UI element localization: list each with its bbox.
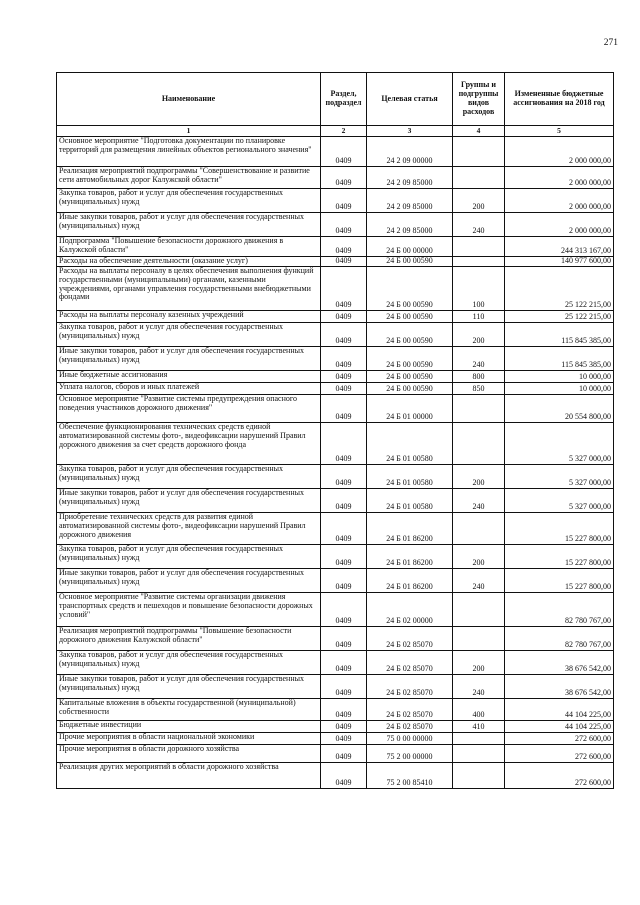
row-group: 200 [453,323,505,347]
row-name: Уплата налогов, сборов и иных платежей [57,383,321,395]
table-row [57,545,614,569]
header-groups: Группы и подгруппы видов расходов [453,73,505,126]
table-row [57,395,614,423]
row-target: 24 Б 00 00590 [367,311,453,323]
row-amount: 82 780 767,00 [505,593,614,627]
page-number: 271 [603,38,618,48]
row-amount: 2 000 000,00 [505,167,614,189]
table-row [57,733,614,745]
row-group [453,257,505,267]
row-amount: 15 227 800,00 [505,513,614,545]
row-amount: 115 845 385,00 [505,347,614,371]
row-name: Приобретение технических средств для развития единой автоматизированной системы фото-, видеофиксации нарушений Правил дорожного движения [57,513,321,545]
row-name: Иные закупки товаров, работ и услуг для обеспечения государственных (муниципальных) нужд [57,213,321,237]
column-number-row [57,126,614,137]
row-name: Прочие мероприятия в области дорожного хозяйства [57,745,321,763]
row-target: 24 Б 00 00000 [367,237,453,257]
row-section: 0409 [321,627,367,651]
row-name: Иные закупки товаров, работ и услуг для обеспечения государственных (муниципальных) нужд [57,347,321,371]
row-amount: 5 327 000,00 [505,465,614,489]
row-name: Закупка товаров, работ и услуг для обеспечения государственных (муниципальных) нужд [57,545,321,569]
row-target: 24 Б 00 00590 [367,323,453,347]
row-group: 110 [453,311,505,323]
row-section: 0409 [321,189,367,213]
row-section: 0409 [321,699,367,721]
row-target: 24 Б 01 86200 [367,513,453,545]
row-name: Закупка товаров, работ и услуг для обеспечения государственных (муниципальных) нужд [57,465,321,489]
table-row [57,347,614,371]
row-name: Капитальные вложения в объекты государственной (муниципальной) собственности [57,699,321,721]
row-name: Иные закупки товаров, работ и услуг для обеспечения государственных (муниципальных) нужд [57,489,321,513]
row-section: 0409 [321,347,367,371]
table-row [57,513,614,545]
row-section: 0409 [321,423,367,465]
row-section: 0409 [321,763,367,789]
column-number: 2 [321,126,367,137]
table-row [57,311,614,323]
row-name: Иные бюджетные ассигнования [57,371,321,383]
row-section: 0409 [321,651,367,675]
row-amount: 15 227 800,00 [505,545,614,569]
row-name: Реализация мероприятий подпрограммы "Совершенствование и развитие сети автомобильных дорог Калужской области" [57,167,321,189]
table-row [57,423,614,465]
row-group [453,763,505,789]
row-group: 240 [453,569,505,593]
row-target: 24 Б 02 85070 [367,675,453,699]
row-group [453,627,505,651]
row-amount: 272 600,00 [505,763,614,789]
column-number: 1 [57,126,321,137]
row-section: 0409 [321,323,367,347]
table-row [57,383,614,395]
row-section: 0409 [321,167,367,189]
row-section: 0409 [321,745,367,763]
row-name: Прочие мероприятия в области национальной экономики [57,733,321,745]
row-section: 0409 [321,213,367,237]
row-amount: 25 122 215,00 [505,311,614,323]
row-amount: 272 600,00 [505,733,614,745]
table-row [57,569,614,593]
row-name: Иные закупки товаров, работ и услуг для обеспечения государственных (муниципальных) нужд [57,675,321,699]
row-name: Расходы на обеспечение деятельности (оказание услуг) [57,257,321,267]
row-target: 24 2 09 00000 [367,137,453,167]
table-body [57,137,614,789]
row-section: 0409 [321,593,367,627]
row-target: 24 2 09 85000 [367,189,453,213]
row-section: 0409 [321,137,367,167]
row-name: Расходы на выплаты персоналу казенных учреждений [57,311,321,323]
table-row [57,237,614,257]
table-row [57,267,614,311]
row-target: 24 Б 02 85070 [367,651,453,675]
budget-table [56,72,614,789]
row-group: 200 [453,545,505,569]
row-group: 400 [453,699,505,721]
row-target: 24 Б 02 85070 [367,627,453,651]
row-amount: 2 000 000,00 [505,137,614,167]
row-group [453,593,505,627]
row-target: 24 Б 02 00000 [367,593,453,627]
header-target: Целевая статья [367,73,453,126]
row-amount: 44 104 225,00 [505,721,614,733]
row-amount: 140 977 600,00 [505,257,614,267]
row-amount: 20 554 800,00 [505,395,614,423]
row-section: 0409 [321,257,367,267]
row-group: 410 [453,721,505,733]
row-name: Бюджетные инвестиции [57,721,321,733]
row-target: 24 Б 01 86200 [367,569,453,593]
row-group: 850 [453,383,505,395]
row-target: 75 2 00 85410 [367,763,453,789]
row-amount: 15 227 800,00 [505,569,614,593]
row-name: Обеспечение функционирования технических средств единой автоматизированной системы фото-, видеофиксации нарушений Правил дорожного движения за счет средств дорожного фонда [57,423,321,465]
row-target: 24 Б 02 85070 [367,721,453,733]
row-section: 0409 [321,513,367,545]
row-name: Закупка товаров, работ и услуг для обеспечения государственных (муниципальных) нужд [57,189,321,213]
row-section: 0409 [321,569,367,593]
row-group: 200 [453,189,505,213]
row-target: 24 Б 01 00580 [367,489,453,513]
row-section: 0409 [321,267,367,311]
row-amount: 25 122 215,00 [505,267,614,311]
row-section: 0409 [321,721,367,733]
table-row [57,167,614,189]
row-amount: 272 600,00 [505,745,614,763]
row-section: 0409 [321,237,367,257]
row-target: 24 Б 01 00000 [367,395,453,423]
row-name: Закупка товаров, работ и услуг для обеспечения государственных (муниципальных) нужд [57,651,321,675]
table-row [57,137,614,167]
row-target: 24 2 09 85000 [367,213,453,237]
row-target: 24 Б 01 00580 [367,465,453,489]
row-target: 75 2 00 00000 [367,745,453,763]
row-amount: 82 780 767,00 [505,627,614,651]
row-amount: 5 327 000,00 [505,423,614,465]
table-row [57,675,614,699]
row-group: 200 [453,651,505,675]
row-section: 0409 [321,383,367,395]
row-group [453,733,505,745]
row-name: Иные закупки товаров, работ и услуг для обеспечения государственных (муниципальных) нужд [57,569,321,593]
row-target: 75 0 00 00000 [367,733,453,745]
table-row [57,627,614,651]
row-section: 0409 [321,675,367,699]
row-target: 24 2 09 85000 [367,167,453,189]
row-group [453,395,505,423]
row-target: 24 Б 00 00590 [367,371,453,383]
table-row [57,721,614,733]
row-section: 0409 [321,489,367,513]
table-row [57,489,614,513]
row-amount: 5 327 000,00 [505,489,614,513]
row-group [453,423,505,465]
row-name: Реализация мероприятий подпрограммы "Повышение безопасности дорожного движения Калужской области" [57,627,321,651]
table-row [57,189,614,213]
row-section: 0409 [321,545,367,569]
row-group [453,137,505,167]
row-section: 0409 [321,733,367,745]
row-target: 24 Б 01 00580 [367,423,453,465]
row-group: 200 [453,465,505,489]
row-group: 240 [453,489,505,513]
table-row [57,371,614,383]
table-row [57,323,614,347]
header-name: Наименование [57,73,321,126]
header-row [57,73,614,126]
row-group: 240 [453,347,505,371]
row-section: 0409 [321,395,367,423]
row-amount: 10 000,00 [505,383,614,395]
row-target: 24 Б 00 00590 [367,267,453,311]
row-target: 24 Б 01 86200 [367,545,453,569]
row-group: 800 [453,371,505,383]
row-amount: 10 000,00 [505,371,614,383]
table-row [57,745,614,763]
table-row [57,593,614,627]
row-name: Основное мероприятие "Подготовка документации по планировке территорий для размещения линейных объектов регионального значения" [57,137,321,167]
row-group [453,745,505,763]
row-group: 100 [453,267,505,311]
row-amount: 2 000 000,00 [505,213,614,237]
row-section: 0409 [321,311,367,323]
row-group [453,513,505,545]
header-section: Раздел, подраздел [321,73,367,126]
row-section: 0409 [321,371,367,383]
row-amount: 115 845 385,00 [505,323,614,347]
column-number: 3 [367,126,453,137]
column-number: 4 [453,126,505,137]
row-name: Реализация других мероприятий в области дорожного хозяйства [57,763,321,789]
column-number: 5 [505,126,614,137]
row-section: 0409 [321,465,367,489]
table-row [57,699,614,721]
row-amount: 38 676 542,00 [505,651,614,675]
row-target: 24 Б 00 00590 [367,347,453,371]
row-group [453,237,505,257]
table-row [57,257,614,267]
row-target: 24 Б 00 00590 [367,383,453,395]
row-group [453,167,505,189]
row-name: Подпрограмма "Повышение безопасности дорожного движения в Калужской области" [57,237,321,257]
row-amount: 2 000 000,00 [505,189,614,213]
table-row [57,465,614,489]
row-amount: 38 676 542,00 [505,675,614,699]
table-row [57,763,614,789]
row-amount: 44 104 225,00 [505,699,614,721]
table-row [57,651,614,675]
header-amount: Измененные бюджетные ассигнования на 2018 год [505,73,614,126]
row-name: Основное мероприятие "Развитие системы предупреждения опасного поведения участников дорожного движения" [57,395,321,423]
row-name: Расходы на выплаты персоналу в целях обеспечения выполнения функций государственными (муниципальными) органами, казенными учреждениями, органами управления государственными внебюджетными фондами [57,267,321,311]
row-name: Основное мероприятие "Развитие системы организации движения транспортных средств и пешеходов и повышение безопасности дорожных условий" [57,593,321,627]
row-amount: 244 313 167,00 [505,237,614,257]
row-target: 24 Б 00 00590 [367,257,453,267]
row-group: 240 [453,675,505,699]
row-target: 24 Б 02 85070 [367,699,453,721]
row-name: Закупка товаров, работ и услуг для обеспечения государственных (муниципальных) нужд [57,323,321,347]
row-group: 240 [453,213,505,237]
table-row [57,213,614,237]
